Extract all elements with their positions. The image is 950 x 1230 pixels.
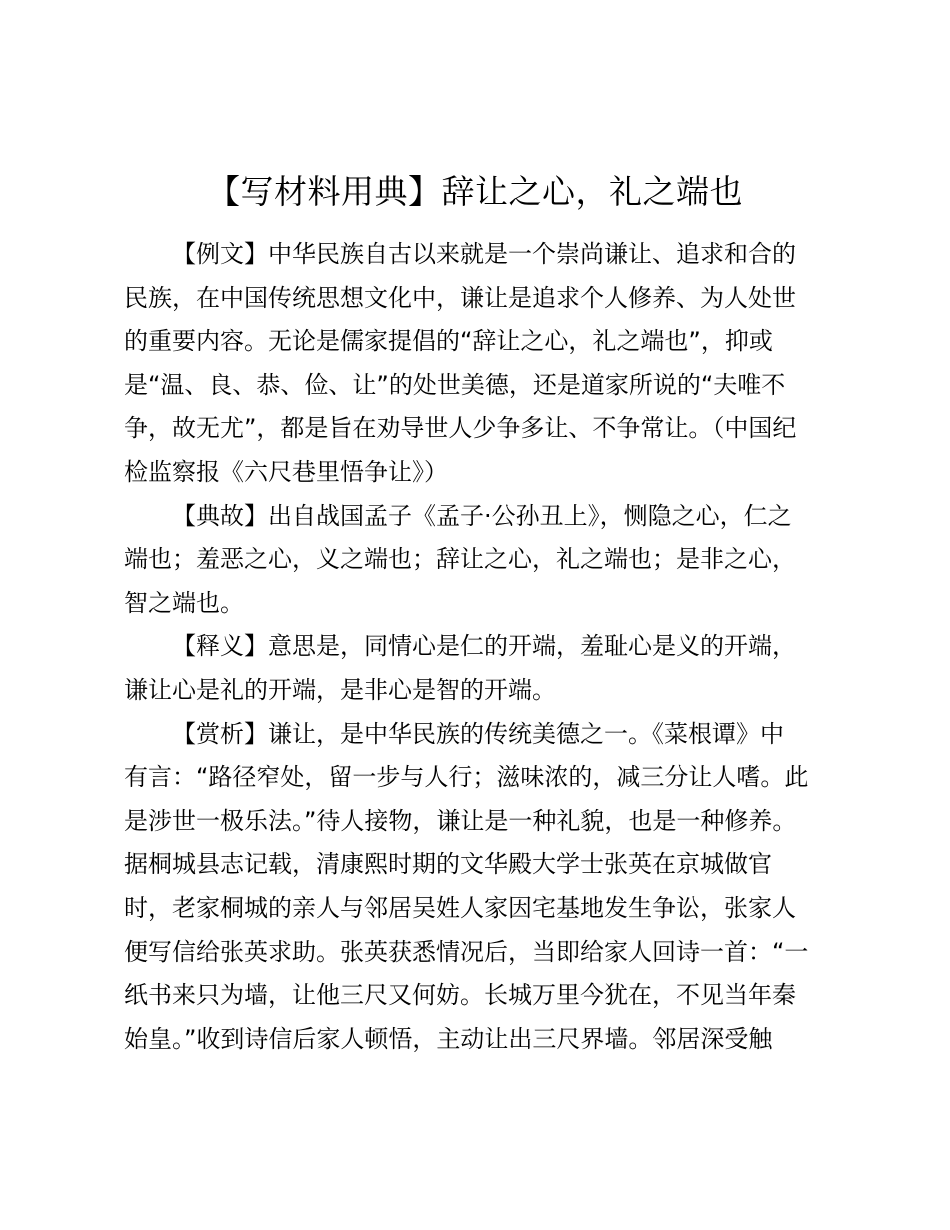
paragraph-line: 民族，在中国传统思想文化中，谦让是追求个人修养、为人处世 [124,283,796,312]
paragraph-line: 的重要内容。无论是儒家提倡的“辞让之心，礼之端也”，抑或 [124,327,773,356]
paragraph-line: 【例文】中华民族自古以来就是一个崇尚谦让、追求和合的 [172,240,796,268]
paragraph-line: 智之端也。 [124,588,244,617]
paragraph-line: 便写信给张英求助。张英获悉情况后，当即给家人回诗一首：“一 [124,937,809,966]
paragraph-line: 始皇。”收到诗信后家人顿悟，主动让出三尺界墙。邻居深受触 [124,1024,773,1053]
paragraph-line: 争，故无尤”，都是旨在劝导世人少争多让、不争常让。（中国纪 [124,414,797,443]
paragraph-line: 【赏析】谦让，是中华民族的传统美德之一。《菜根谭》中 [172,719,784,748]
paragraph-line: 有言：“路径窄处，留一步与人行；滋味浓的，减三分让人嗜。此 [124,763,809,792]
document-title: 【写材料用典】辞让之心，礼之端也 [207,172,743,211]
paragraph-line: 是涉世一极乐法。”待人接物，谦让是一种礼貌，也是一种修养。 [124,806,797,835]
paragraph-line: 端也；羞恶之心，义之端也；辞让之心，礼之端也；是非之心， [124,545,796,574]
paragraph-line: 是“温、良、恭、俭、让”的处世美德，还是道家所说的“夫唯不 [124,370,786,399]
paragraph-line: 检监察报《六尺巷里悟争让》） [124,457,448,486]
paragraph-line: 【释义】意思是，同情心是仁的开端，羞耻心是义的开端， [172,632,796,661]
paragraph-line: 【典故】出自战国孟子《孟子·公孙丑上》，恻隐之心，仁之 [172,501,792,530]
paragraph-line: 纸书来只为墙，让他三尺又何妨。长城万里今犹在，不见当年秦 [124,981,796,1010]
document-body [124,233,844,1061]
paragraph-line: 谦让心是礼的开端，是非心是智的开端。 [124,675,556,704]
paragraph-line: 据桐城县志记载，清康熙时期的文华殿大学士张英在京城做官 [124,850,772,879]
paragraph-line: 时，老家桐城的亲人与邻居吴姓人家因宅基地发生争讼，张家人 [124,893,796,922]
